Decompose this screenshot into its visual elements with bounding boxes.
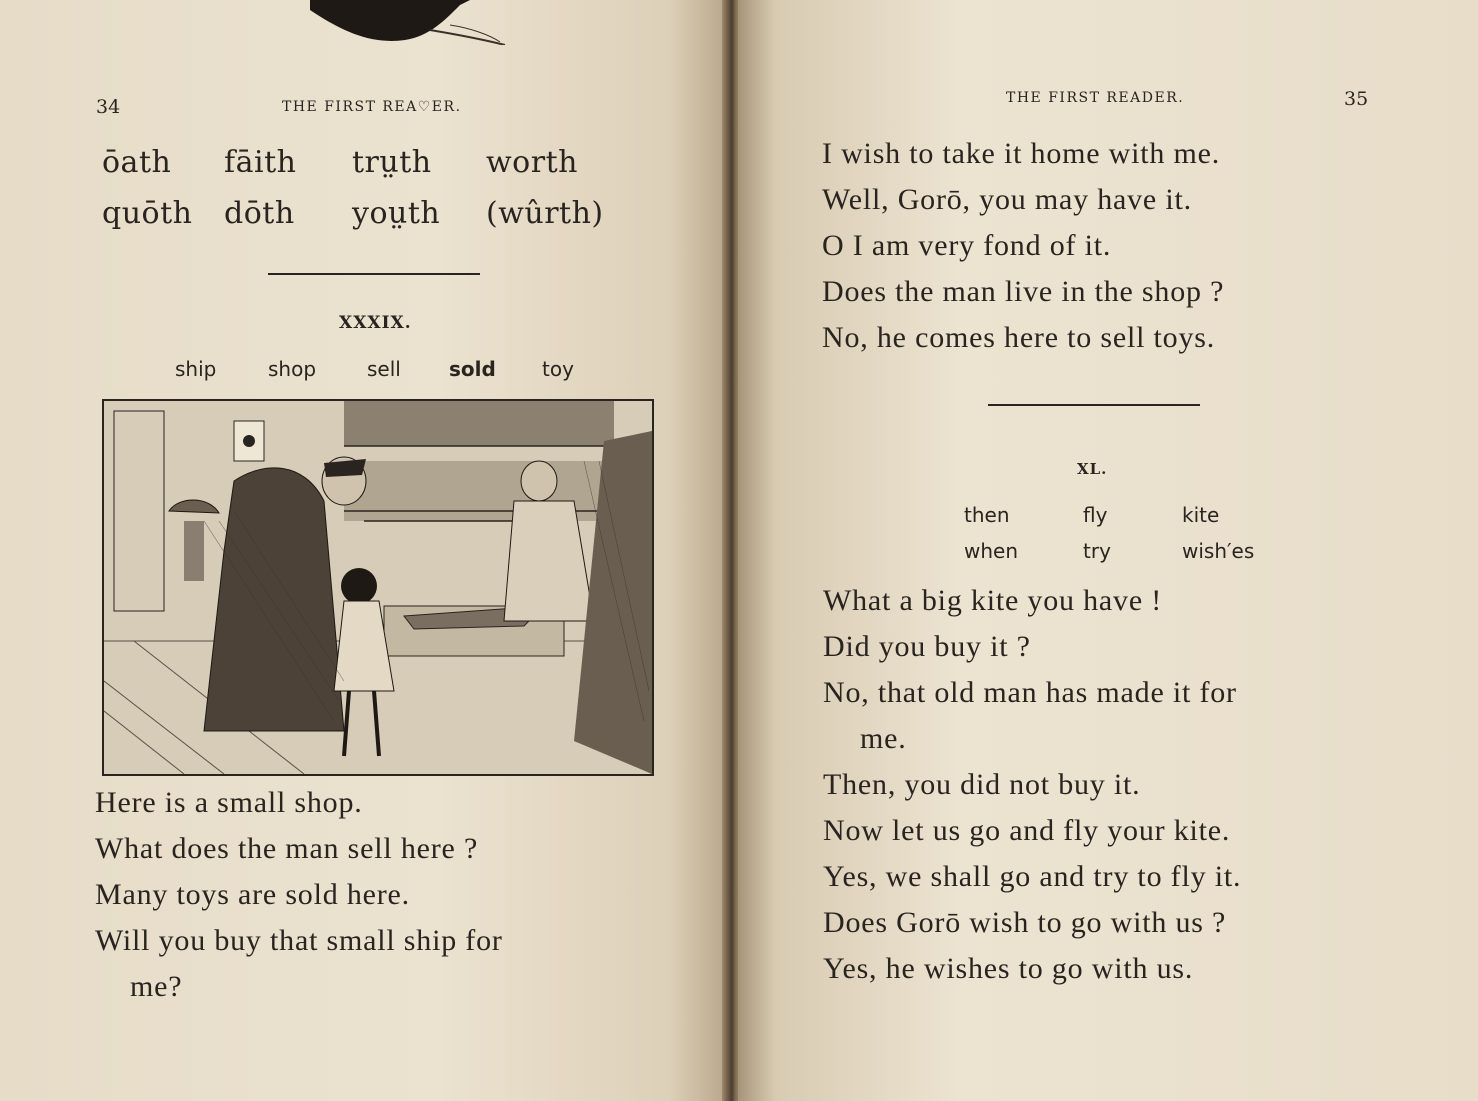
text-line: Now let us go and fly your kite. [823, 814, 1231, 847]
key-word: shop [268, 357, 317, 381]
vocab-word: worth [486, 145, 578, 180]
vocab-word: trṳth [352, 145, 432, 180]
text-line: Does Gorō wish to go with us ? [823, 906, 1227, 939]
section-divider [268, 273, 480, 275]
toy-shop-illustration [102, 399, 654, 776]
text-line: Will you buy that small ship for [95, 924, 503, 957]
text-line: Here is a small shop. [95, 786, 363, 819]
key-word: when [964, 539, 1019, 563]
vocab-word: (wûrth) [486, 196, 604, 231]
key-word: toy [542, 357, 574, 381]
key-word: sell [367, 357, 401, 381]
vocab-word: ōath [102, 145, 172, 180]
text-line: Yes, we shall go and try to fly it. [823, 860, 1242, 893]
text-line: Then, you did not buy it. [823, 768, 1141, 801]
running-head: THE FIRST REA♡ER. [282, 99, 462, 115]
section-divider [988, 404, 1200, 406]
page-number: 35 [1344, 88, 1369, 110]
text-line: No, he comes here to sell toys. [822, 321, 1216, 354]
left-page [0, 0, 728, 1101]
vocab-word: quōth [102, 196, 193, 231]
key-word: then [964, 503, 1010, 527]
running-head: THE FIRST READER. [1006, 90, 1185, 106]
right-page [738, 0, 1478, 1101]
lesson-title: XL. [1077, 460, 1108, 478]
text-line: What a big kite you have ! [823, 584, 1163, 617]
text-line: No, that old man has made it for [823, 676, 1237, 709]
key-word: kite [1182, 503, 1220, 527]
key-word: try [1083, 539, 1111, 563]
lesson-title: XXXIX. [339, 313, 412, 333]
text-line: Many toys are sold here. [95, 878, 410, 911]
text-line: Did you buy it ? [823, 630, 1031, 663]
key-word: ship [175, 357, 217, 381]
toy-shop-engraving-icon [104, 401, 652, 774]
text-line: Well, Gorō, you may have it. [822, 183, 1192, 216]
vocab-word: yoṳth [352, 196, 441, 231]
key-word: fly [1083, 503, 1108, 527]
ink-ornament-icon [310, 0, 510, 45]
page-number: 34 [96, 96, 121, 118]
text-line: me? [130, 970, 183, 1003]
text-line: Does the man live in the shop ? [822, 275, 1225, 308]
text-line: O I am very fond of it. [822, 229, 1112, 262]
text-line: I wish to take it home with me. [822, 137, 1221, 170]
text-line: What does the man sell here ? [95, 832, 479, 865]
key-word: sold [449, 357, 496, 381]
text-line: me. [860, 722, 907, 755]
text-line: Yes, he wishes to go with us. [823, 952, 1194, 985]
vocab-word: dōth [224, 196, 295, 231]
vocab-word: fāith [224, 145, 297, 180]
key-word: wish′es [1182, 539, 1255, 563]
